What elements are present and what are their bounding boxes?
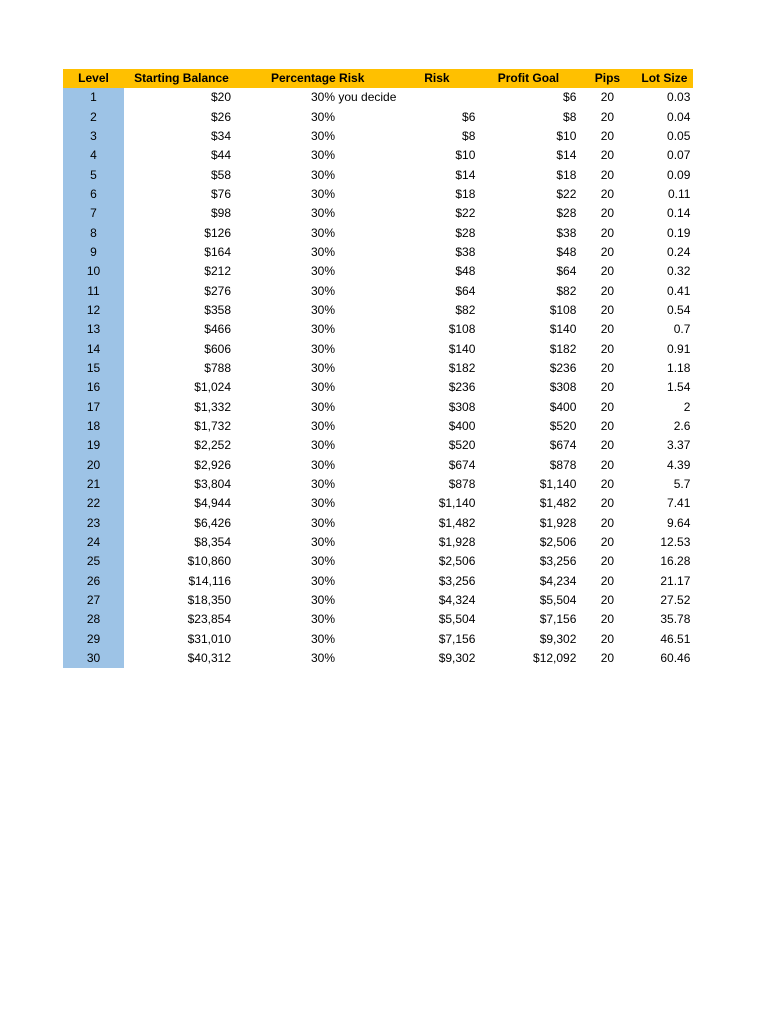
starting-balance-cell[interactable]: $606 <box>204 341 231 356</box>
lot-size-cell[interactable]: 0.41 <box>667 283 691 298</box>
risk-cell[interactable]: $9,302 <box>438 651 476 666</box>
lot-size-cell[interactable]: 0.91 <box>667 341 691 356</box>
starting-balance-cell[interactable]: $126 <box>204 225 231 240</box>
percentage-risk-cell[interactable]: 30% <box>311 128 336 143</box>
starting-balance-cell[interactable]: $40,312 <box>187 651 231 666</box>
level-cell[interactable]: 9 <box>63 243 124 262</box>
percentage-risk-cell[interactable]: 30% <box>311 573 336 588</box>
lot-size-cell[interactable]: 0.04 <box>667 109 691 124</box>
profit-goal-cell[interactable]: $82 <box>556 283 577 298</box>
percentage-risk-cell[interactable]: 30% <box>311 360 336 375</box>
pips-cell[interactable]: 20 <box>600 225 615 240</box>
table-row <box>63 127 693 146</box>
starting-balance-cell[interactable]: $788 <box>204 360 231 375</box>
profit-goal-cell[interactable]: $1,928 <box>539 515 577 530</box>
starting-balance-cell[interactable]: $10,860 <box>187 554 231 569</box>
percentage-risk-cell[interactable]: 30% <box>311 515 336 530</box>
pips-cell[interactable]: 20 <box>600 186 615 201</box>
pips-cell[interactable]: 20 <box>600 477 615 492</box>
level-cell[interactable]: 28 <box>63 610 124 629</box>
starting-balance-cell[interactable]: $14,116 <box>188 573 231 588</box>
lot-size-cell[interactable]: 5.7 <box>673 477 691 492</box>
pips-cell[interactable]: 20 <box>600 244 615 259</box>
pips-cell[interactable]: 20 <box>600 264 615 279</box>
risk-cell[interactable]: $7,156 <box>438 631 476 646</box>
starting-balance-cell[interactable]: $34 <box>210 128 231 143</box>
table-row <box>63 514 693 533</box>
risk-cell[interactable]: $4,324 <box>438 593 476 608</box>
table-row <box>63 301 693 320</box>
pips-cell[interactable]: 20 <box>600 206 615 221</box>
pips-cell[interactable]: 20 <box>600 128 615 143</box>
risk-cell[interactable]: $2,506 <box>438 554 476 569</box>
risk-ladder-table <box>63 69 693 668</box>
lot-size-cell[interactable]: 0.03 <box>667 90 691 105</box>
profit-goal-cell[interactable]: $1,482 <box>539 496 577 511</box>
risk-cell[interactable]: $520 <box>448 438 476 453</box>
starting-balance-cell[interactable]: $2,252 <box>194 438 231 453</box>
pips-cell[interactable]: 20 <box>600 573 615 588</box>
profit-goal-cell[interactable]: $18 <box>556 167 577 182</box>
level-cell[interactable]: 20 <box>63 456 124 475</box>
risk-cell[interactable]: $38 <box>455 244 476 259</box>
table-row <box>63 494 693 513</box>
profit-goal-cell[interactable]: $8 <box>563 109 577 124</box>
lot-size-cell[interactable]: 0.32 <box>667 264 691 279</box>
percentage-risk-cell[interactable]: 30% <box>311 477 336 492</box>
level-cell[interactable]: 22 <box>63 494 124 513</box>
table-row <box>63 281 693 300</box>
level-cell[interactable]: 21 <box>63 475 124 494</box>
risk-cell[interactable]: $236 <box>448 380 476 395</box>
lot-size-cell[interactable]: 0.19 <box>667 225 691 240</box>
percentage-risk-cell[interactable]: 30% <box>311 496 336 511</box>
column-header-starting-balance[interactable]: Starting Balance <box>124 69 239 88</box>
table-row <box>63 339 693 358</box>
level-cell[interactable]: 12 <box>63 301 124 320</box>
profit-goal-cell[interactable]: $12,092 <box>533 651 577 666</box>
profit-goal-cell[interactable]: $38 <box>556 225 577 240</box>
profit-goal-cell[interactable]: $22 <box>556 186 577 201</box>
pips-cell[interactable]: 20 <box>600 322 615 337</box>
risk-cell[interactable]: $10 <box>455 148 476 163</box>
level-cell[interactable]: 6 <box>63 185 124 204</box>
table-row <box>63 146 693 165</box>
table-row <box>63 378 693 397</box>
pips-cell[interactable]: 20 <box>600 109 615 124</box>
level-cell[interactable]: 10 <box>63 262 124 281</box>
profit-goal-cell[interactable]: $5,504 <box>539 593 577 608</box>
profit-goal-cell[interactable]: $2,506 <box>539 535 577 550</box>
pips-cell[interactable]: 20 <box>600 612 615 627</box>
column-header-percentage-risk[interactable]: Percentage Risk <box>239 69 396 88</box>
starting-balance-cell[interactable]: $98 <box>210 206 231 221</box>
table-row <box>63 572 693 591</box>
pips-cell[interactable]: 20 <box>600 554 615 569</box>
starting-balance-cell[interactable]: $31,010 <box>187 631 231 646</box>
pips-cell[interactable]: 20 <box>600 380 615 395</box>
column-header-risk[interactable]: Risk <box>396 69 477 88</box>
starting-balance-cell[interactable]: $1,732 <box>194 419 231 434</box>
percentage-risk-cell[interactable]: 30% <box>311 651 336 666</box>
lot-size-cell[interactable]: 0.11 <box>667 186 691 201</box>
lot-size-cell[interactable]: 0.54 <box>667 302 691 317</box>
table-row <box>63 107 693 126</box>
profit-goal-cell[interactable]: $14 <box>556 148 577 163</box>
starting-balance-cell[interactable]: $26 <box>210 109 231 124</box>
percentage-risk-cell[interactable]: 30% <box>311 438 336 453</box>
lot-size-cell[interactable]: 9.64 <box>667 515 691 530</box>
table-row <box>63 591 693 610</box>
level-cell[interactable]: 2 <box>63 107 124 126</box>
table-row <box>63 243 693 262</box>
risk-cell[interactable]: $1,928 <box>438 535 476 550</box>
table-row <box>63 456 693 475</box>
percentage-risk-cell[interactable]: 30% <box>311 341 336 356</box>
risk-cell[interactable]: $878 <box>448 477 476 492</box>
starting-balance-cell[interactable]: $44 <box>210 148 231 163</box>
lot-size-cell[interactable]: 27.52 <box>660 593 691 608</box>
pips-cell[interactable]: 20 <box>600 148 615 163</box>
pips-cell[interactable]: 20 <box>600 419 615 434</box>
level-cell[interactable]: 26 <box>63 572 124 591</box>
percentage-risk-cell[interactable]: 30% <box>311 399 336 414</box>
profit-goal-cell[interactable]: $400 <box>549 399 577 414</box>
profit-goal-cell[interactable]: $64 <box>556 264 577 279</box>
level-cell[interactable]: 11 <box>63 281 124 300</box>
starting-balance-cell[interactable]: $212 <box>204 264 231 279</box>
table-row <box>63 185 693 204</box>
table-row <box>63 204 693 223</box>
table-row <box>63 88 693 107</box>
percentage-risk-cell[interactable]: 30% <box>311 109 336 124</box>
pips-cell[interactable]: 20 <box>600 651 615 666</box>
percentage-risk-cell[interactable]: 30% <box>311 554 336 569</box>
profit-goal-cell[interactable]: $3,256 <box>539 554 577 569</box>
lot-size-cell[interactable]: 0.09 <box>667 167 691 182</box>
risk-cell[interactable]: $28 <box>455 225 476 240</box>
lot-size-cell[interactable]: 0.24 <box>667 244 691 259</box>
pips-cell[interactable]: 20 <box>600 496 615 511</box>
level-cell[interactable]: 14 <box>63 339 124 358</box>
starting-balance-cell[interactable]: $164 <box>204 244 231 259</box>
risk-cell[interactable]: $64 <box>455 283 476 298</box>
profit-goal-cell[interactable]: $1,140 <box>539 477 577 492</box>
profit-goal-cell[interactable]: $9,302 <box>539 631 577 646</box>
level-cell[interactable]: 15 <box>63 359 124 378</box>
level-cell[interactable]: 3 <box>63 127 124 146</box>
profit-goal-cell[interactable]: $520 <box>549 419 577 434</box>
lot-size-cell[interactable]: 16.28 <box>660 554 691 569</box>
level-cell[interactable]: 16 <box>63 378 124 397</box>
pips-cell[interactable]: 20 <box>600 438 615 453</box>
table-row <box>63 475 693 494</box>
pips-cell[interactable]: 20 <box>600 593 615 608</box>
level-cell[interactable]: 5 <box>63 165 124 184</box>
lot-size-cell[interactable]: 4.39 <box>667 457 691 472</box>
risk-cell[interactable]: $18 <box>455 186 476 201</box>
risk-cell[interactable]: $400 <box>448 419 476 434</box>
profit-goal-cell[interactable]: $140 <box>549 322 577 337</box>
lot-size-cell[interactable]: 0.05 <box>667 128 691 143</box>
percentage-risk-cell[interactable]: 30% <box>311 457 336 472</box>
profit-goal-cell[interactable]: $308 <box>549 380 577 395</box>
risk-cell[interactable]: $8 <box>462 128 476 143</box>
risk-cell[interactable]: $3,256 <box>438 573 476 588</box>
level-cell[interactable]: 1 <box>63 88 124 107</box>
profit-goal-cell[interactable]: $6 <box>563 90 577 105</box>
lot-size-cell[interactable]: 0.7 <box>673 322 691 337</box>
risk-cell[interactable]: $108 <box>448 322 476 337</box>
percentage-risk-cell[interactable]: 30% <box>311 148 336 163</box>
risk-cell[interactable]: $140 <box>448 341 476 356</box>
table-row <box>63 359 693 378</box>
table-body <box>63 88 693 668</box>
table-row <box>63 417 693 436</box>
pips-cell[interactable]: 20 <box>600 631 615 646</box>
column-header-level[interactable]: Level <box>63 69 124 88</box>
risk-cell[interactable]: $22 <box>455 206 476 221</box>
table-row <box>63 320 693 339</box>
starting-balance-cell[interactable]: $20 <box>210 90 231 105</box>
percentage-risk-cell[interactable]: 30% <box>311 535 336 550</box>
pips-cell[interactable]: 20 <box>600 283 615 298</box>
starting-balance-cell[interactable]: $2,926 <box>194 457 231 472</box>
lot-size-cell[interactable]: 21.17 <box>660 573 691 588</box>
risk-cell[interactable]: $308 <box>448 399 476 414</box>
level-cell[interactable]: 4 <box>63 146 124 165</box>
level-cell[interactable]: 18 <box>63 417 124 436</box>
percentage-risk-cell[interactable]: 30% <box>311 225 336 240</box>
pips-cell[interactable]: 20 <box>600 360 615 375</box>
table-row <box>63 533 693 552</box>
level-cell[interactable]: 8 <box>63 223 124 242</box>
pips-cell[interactable]: 20 <box>600 341 615 356</box>
table-row <box>63 610 693 629</box>
starting-balance-cell[interactable]: $76 <box>210 186 231 201</box>
percentage-risk-cell[interactable]: 30% <box>311 264 336 279</box>
percentage-risk-cell[interactable]: 30% you decide <box>311 90 397 105</box>
lot-size-cell[interactable]: 3.37 <box>667 438 691 453</box>
table-row <box>63 165 693 184</box>
table-row <box>63 552 693 571</box>
risk-cell[interactable]: $182 <box>448 360 476 375</box>
percentage-risk-cell[interactable]: 30% <box>311 302 336 317</box>
starting-balance-cell[interactable]: $276 <box>204 283 231 298</box>
profit-goal-cell[interactable]: $28 <box>556 206 577 221</box>
starting-balance-cell[interactable]: $58 <box>210 167 231 182</box>
table-row <box>63 630 693 649</box>
starting-balance-cell[interactable]: $3,804 <box>194 477 231 492</box>
pips-cell[interactable]: 20 <box>600 535 615 550</box>
lot-size-cell[interactable]: 0.14 <box>667 206 691 221</box>
risk-cell[interactable]: $82 <box>455 302 476 317</box>
level-cell[interactable]: 27 <box>63 591 124 610</box>
risk-cell[interactable]: $1,140 <box>438 496 476 511</box>
level-cell[interactable]: 7 <box>63 204 124 223</box>
level-cell[interactable]: 25 <box>63 552 124 571</box>
risk-cell[interactable]: $5,504 <box>438 612 476 627</box>
profit-goal-cell[interactable]: $4,234 <box>539 573 577 588</box>
profit-goal-cell[interactable]: $878 <box>549 457 577 472</box>
starting-balance-cell[interactable]: $23,854 <box>187 612 231 627</box>
level-cell[interactable]: 17 <box>63 398 124 417</box>
risk-cell[interactable]: $6 <box>462 109 476 124</box>
starting-balance-cell[interactable]: $8,354 <box>194 535 231 550</box>
lot-size-cell[interactable]: 2.6 <box>673 419 691 434</box>
lot-size-cell[interactable]: 1.54 <box>667 380 691 395</box>
starting-balance-cell[interactable]: $18,350 <box>187 593 231 608</box>
percentage-risk-cell[interactable]: 30% <box>311 167 336 182</box>
lot-size-cell[interactable]: 0.07 <box>667 148 691 163</box>
pips-cell[interactable]: 20 <box>600 399 615 414</box>
lot-size-cell[interactable]: 2 <box>683 399 691 414</box>
percentage-risk-cell[interactable]: 30% <box>311 283 336 298</box>
risk-cell[interactable]: $1,482 <box>438 515 476 530</box>
header-row <box>63 69 693 88</box>
pips-cell[interactable]: 20 <box>600 167 615 182</box>
table-row <box>63 262 693 281</box>
table-row <box>63 436 693 455</box>
starting-balance-cell[interactable]: $1,332 <box>194 399 231 414</box>
starting-balance-cell[interactable]: $1,024 <box>194 380 231 395</box>
starting-balance-cell[interactable]: $6,426 <box>194 515 231 530</box>
starting-balance-cell[interactable]: $4,944 <box>194 496 231 511</box>
column-header-pips[interactable]: Pips <box>579 69 635 88</box>
profit-goal-cell[interactable]: $10 <box>556 128 577 143</box>
level-cell[interactable]: 24 <box>63 533 124 552</box>
risk-cell[interactable] <box>396 88 477 107</box>
risk-cell[interactable]: $14 <box>455 167 476 182</box>
lot-size-cell[interactable]: 7.41 <box>667 496 691 511</box>
percentage-risk-cell[interactable]: 30% <box>311 186 336 201</box>
percentage-risk-cell[interactable]: 30% <box>311 206 336 221</box>
profit-goal-cell[interactable]: $236 <box>549 360 577 375</box>
column-header-profit-goal[interactable]: Profit Goal <box>477 69 579 88</box>
pips-cell[interactable]: 20 <box>600 302 615 317</box>
table-row <box>63 649 693 668</box>
profit-goal-cell[interactable]: $674 <box>549 438 577 453</box>
percentage-risk-cell[interactable]: 30% <box>311 380 336 395</box>
table-row <box>63 223 693 242</box>
profit-goal-cell[interactable]: $108 <box>549 302 577 317</box>
percentage-risk-cell[interactable]: 30% <box>311 322 336 337</box>
percentage-risk-cell[interactable]: 30% <box>311 244 336 259</box>
level-cell[interactable]: 13 <box>63 320 124 339</box>
lot-size-cell[interactable]: 1.18 <box>667 360 691 375</box>
lot-size-cell[interactable]: 35.78 <box>660 612 691 627</box>
percentage-risk-cell[interactable]: 30% <box>311 631 336 646</box>
pips-cell[interactable]: 20 <box>600 457 615 472</box>
percentage-risk-cell[interactable]: 30% <box>311 419 336 434</box>
risk-cell[interactable]: $674 <box>448 457 476 472</box>
level-cell[interactable]: 19 <box>63 436 124 455</box>
lot-size-cell[interactable]: 46.51 <box>660 631 691 646</box>
starting-balance-cell[interactable]: $358 <box>204 302 231 317</box>
starting-balance-cell[interactable]: $466 <box>204 322 231 337</box>
pips-cell[interactable]: 20 <box>600 90 615 105</box>
level-cell[interactable]: 29 <box>63 630 124 649</box>
level-cell[interactable]: 23 <box>63 514 124 533</box>
risk-cell[interactable]: $48 <box>455 264 476 279</box>
percentage-risk-cell[interactable]: 30% <box>311 612 336 627</box>
profit-goal-cell[interactable]: $182 <box>549 341 577 356</box>
table-row <box>63 398 693 417</box>
profit-goal-cell[interactable]: $48 <box>556 244 577 259</box>
pips-cell[interactable]: 20 <box>600 515 615 530</box>
percentage-risk-cell[interactable]: 30% <box>311 593 336 608</box>
level-cell[interactable]: 30 <box>63 649 124 668</box>
column-header-lot-size[interactable]: Lot Size <box>635 69 693 88</box>
lot-size-cell[interactable]: 12.53 <box>660 535 691 550</box>
profit-goal-cell[interactable]: $7,156 <box>539 612 577 627</box>
lot-size-cell[interactable]: 60.46 <box>660 651 691 666</box>
